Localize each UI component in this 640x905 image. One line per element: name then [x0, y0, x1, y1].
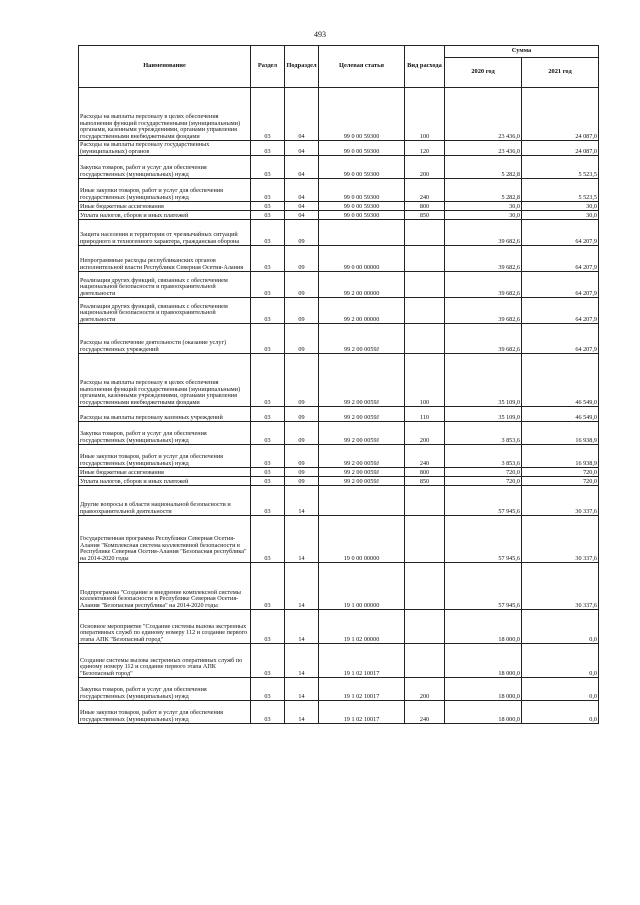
row-amount-2021: 720,0 — [522, 468, 599, 477]
table-row — [79, 486, 599, 516]
row-celevaya-statya: 19 1 02 10017 — [319, 678, 405, 701]
row-podrazdel: 14 — [285, 701, 319, 724]
row-vid-raskhoda: 200 — [405, 422, 445, 445]
row-amount-2020: 57 945,6 — [445, 486, 522, 516]
table-row — [79, 468, 599, 477]
table-row — [79, 272, 599, 298]
row-podrazdel: 04 — [285, 156, 319, 179]
table-row — [79, 407, 599, 422]
row-podrazdel: 14 — [285, 486, 319, 516]
row-amount-2021: 64 207,9 — [522, 220, 599, 246]
row-razdel: 03 — [251, 610, 285, 644]
table-row — [79, 179, 599, 202]
row-amount-2020: 30,0 — [445, 211, 522, 220]
row-name: Уплата налогов, сборов и иных платежей — [79, 211, 251, 220]
table-row — [79, 298, 599, 324]
row-amount-2021: 16 938,9 — [522, 445, 599, 468]
table-row — [79, 202, 599, 211]
row-celevaya-statya: 99 2 00 0059J — [319, 407, 405, 422]
row-celevaya-statya: 99 0 00 59300 — [319, 179, 405, 202]
row-amount-2020: 18 000,0 — [445, 610, 522, 644]
row-razdel: 03 — [251, 678, 285, 701]
row-amount-2021: 64 207,9 — [522, 272, 599, 298]
row-name: Основное мероприятие "Создание системы вызова экстренных оперативных служб по единому номеру 112 и создание первого этапа АПК "Безопасный город" — [79, 610, 251, 644]
row-podrazdel: 04 — [285, 141, 319, 156]
row-vid-raskhoda: 800 — [405, 468, 445, 477]
row-razdel: 03 — [251, 422, 285, 445]
row-amount-2021: 24 087,0 — [522, 88, 599, 141]
table-row — [79, 211, 599, 220]
table-row — [79, 644, 599, 678]
row-amount-2021: 46 549,0 — [522, 354, 599, 407]
row-razdel: 03 — [251, 141, 285, 156]
row-celevaya-statya: 99 0 00 59300 — [319, 211, 405, 220]
row-name: Закупка товаров, работ и услуг для обеспечения государственных (муниципальных) нужд — [79, 678, 251, 701]
row-vid-raskhoda: 850 — [405, 211, 445, 220]
row-razdel: 03 — [251, 486, 285, 516]
row-amount-2020: 23 436,0 — [445, 141, 522, 156]
row-amount-2021: 30 337,6 — [522, 486, 599, 516]
row-name: Защита населения и территории от чрезвычайных ситуаций природного и техногенного характера, гражданская оборона — [79, 220, 251, 246]
table-row — [79, 516, 599, 563]
row-vid-raskhoda — [405, 220, 445, 246]
row-podrazdel: 09 — [285, 354, 319, 407]
row-celevaya-statya: 99 2 00 0059J — [319, 477, 405, 486]
row-vid-raskhoda: 100 — [405, 88, 445, 141]
row-podrazdel: 04 — [285, 211, 319, 220]
row-vid-raskhoda: 200 — [405, 678, 445, 701]
row-vid-raskhoda — [405, 644, 445, 678]
row-name: Государственная программа Республики Северная Осетия-Алания "Комплексная система коллективной безопасности в Республике Северная Осетия-Алания "Безопасная республика" на 2014-2020 годы — [79, 516, 251, 563]
table-row — [79, 354, 599, 407]
table-body — [79, 88, 599, 724]
row-podrazdel: 04 — [285, 88, 319, 141]
row-vid-raskhoda — [405, 298, 445, 324]
row-razdel: 03 — [251, 202, 285, 211]
row-name: Расходы на обеспечение деятельности (оказание услуг) государственных учреждений — [79, 324, 251, 354]
row-razdel: 03 — [251, 563, 285, 610]
row-amount-2021: 0,0 — [522, 701, 599, 724]
row-razdel: 03 — [251, 701, 285, 724]
header-vid: Вид расхода — [405, 46, 445, 88]
row-name: Иные закупки товаров, работ и услуг для обеспечения государственных (муниципальных) нужд — [79, 701, 251, 724]
row-razdel: 03 — [251, 246, 285, 272]
row-amount-2021: 0,0 — [522, 610, 599, 644]
header-year-2020: 2020 год — [445, 58, 522, 88]
row-amount-2020: 5 282,8 — [445, 179, 522, 202]
row-celevaya-statya: 19 0 00 00000 — [319, 516, 405, 563]
table-row — [79, 246, 599, 272]
row-amount-2021: 0,0 — [522, 678, 599, 701]
row-name: Закупка товаров, работ и услуг для обеспечения государственных (муниципальных) нужд — [79, 156, 251, 179]
row-razdel: 03 — [251, 211, 285, 220]
row-amount-2020: 57 945,6 — [445, 563, 522, 610]
row-podrazdel: 09 — [285, 272, 319, 298]
row-amount-2021: 64 207,9 — [522, 324, 599, 354]
header-razdel: Раздел — [251, 46, 285, 88]
row-podrazdel: 09 — [285, 445, 319, 468]
row-amount-2020: 35 109,0 — [445, 407, 522, 422]
row-amount-2020: 39 682,6 — [445, 220, 522, 246]
row-amount-2021: 30 337,6 — [522, 516, 599, 563]
row-name: Реализация других функций, связанных с обеспечением национальной безопасности и правоохранительной деятельности — [79, 298, 251, 324]
row-celevaya-statya: 99 2 00 0059J — [319, 468, 405, 477]
row-celevaya-statya: 19 1 02 10017 — [319, 644, 405, 678]
row-name: Другие вопросы в области национальной безопасности и правоохранительной деятельности — [79, 486, 251, 516]
row-razdel: 03 — [251, 407, 285, 422]
table-row — [79, 563, 599, 610]
row-amount-2021: 16 938,9 — [522, 422, 599, 445]
row-podrazdel: 04 — [285, 179, 319, 202]
row-celevaya-statya: 99 0 00 59300 — [319, 141, 405, 156]
row-amount-2021: 5 523,5 — [522, 156, 599, 179]
row-name: Расходы на выплаты персоналу в целях обеспечения выполнения функций государственными (муниципальными) органами, казенными учреждениями, органами управления государственными внебюджетными фондами — [79, 354, 251, 407]
table-row — [79, 445, 599, 468]
row-name: Непрограммные расходы республиканских органов исполнительной власти Республики Северная Осетия-Алания — [79, 246, 251, 272]
row-podrazdel: 14 — [285, 563, 319, 610]
row-razdel: 03 — [251, 644, 285, 678]
row-vid-raskhoda: 240 — [405, 445, 445, 468]
row-celevaya-statya: 19 1 02 00000 — [319, 610, 405, 644]
row-celevaya-statya: 99 2 00 0059J — [319, 422, 405, 445]
row-podrazdel: 09 — [285, 220, 319, 246]
row-amount-2020: 3 853,6 — [445, 422, 522, 445]
row-podrazdel: 14 — [285, 516, 319, 563]
row-amount-2020: 23 436,0 — [445, 88, 522, 141]
row-amount-2021: 24 087,0 — [522, 141, 599, 156]
row-razdel: 03 — [251, 156, 285, 179]
row-name: Расходы на выплаты персоналу государственных (муниципальных) органов — [79, 141, 251, 156]
row-vid-raskhoda: 800 — [405, 202, 445, 211]
row-celevaya-statya: 19 1 00 00000 — [319, 563, 405, 610]
row-razdel: 03 — [251, 468, 285, 477]
row-name: Закупка товаров, работ и услуг для обеспечения государственных (муниципальных) нужд — [79, 422, 251, 445]
row-amount-2021: 30 337,6 — [522, 563, 599, 610]
row-name: Иные бюджетные ассигнования — [79, 468, 251, 477]
row-vid-raskhoda — [405, 610, 445, 644]
row-amount-2021: 46 549,0 — [522, 407, 599, 422]
row-celevaya-statya: 99 0 00 59300 — [319, 88, 405, 141]
row-amount-2020: 3 853,6 — [445, 445, 522, 468]
header-year-2021: 2021 год — [522, 58, 599, 88]
row-name: Подпрограмма "Создание и внедрение комплексной системы коллективной безопасности в Республике Северная Осетия-Алания "Безопасная республика" на 2014-2020 годы — [79, 563, 251, 610]
row-podrazdel: 14 — [285, 644, 319, 678]
row-amount-2021: 30,0 — [522, 211, 599, 220]
row-razdel: 03 — [251, 324, 285, 354]
row-razdel: 03 — [251, 272, 285, 298]
row-amount-2021: 64 207,9 — [522, 298, 599, 324]
row-celevaya-statya: 99 0 00 59300 — [319, 156, 405, 179]
row-amount-2020: 720,0 — [445, 468, 522, 477]
row-amount-2020: 18 000,0 — [445, 678, 522, 701]
row-celevaya-statya — [319, 220, 405, 246]
row-amount-2020: 35 109,0 — [445, 354, 522, 407]
header-podrazdel: Подраздел — [285, 46, 319, 88]
row-podrazdel: 04 — [285, 202, 319, 211]
row-celevaya-statya: 19 1 02 10017 — [319, 701, 405, 724]
table-row — [79, 477, 599, 486]
header-summa: Сумма — [445, 46, 599, 58]
row-vid-raskhoda: 240 — [405, 179, 445, 202]
row-vid-raskhoda — [405, 246, 445, 272]
row-name: Расходы на выплаты персоналу в целях обеспечения выполнения функций государственными (муниципальными) органами, казенными учреждениями, органами управления государственными внебюджетными фондами — [79, 88, 251, 141]
table-row — [79, 141, 599, 156]
row-celevaya-statya: 99 0 00 59300 — [319, 202, 405, 211]
row-vid-raskhoda: 240 — [405, 701, 445, 724]
row-celevaya-statya: 99 2 00 00000 — [319, 298, 405, 324]
row-vid-raskhoda: 850 — [405, 477, 445, 486]
row-podrazdel: 09 — [285, 298, 319, 324]
row-amount-2021: 720,0 — [522, 477, 599, 486]
row-amount-2020: 39 682,6 — [445, 272, 522, 298]
row-celevaya-statya: 99 2 00 0059J — [319, 324, 405, 354]
row-razdel: 03 — [251, 88, 285, 141]
row-podrazdel: 09 — [285, 477, 319, 486]
row-razdel: 03 — [251, 179, 285, 202]
row-amount-2020: 18 000,0 — [445, 644, 522, 678]
row-amount-2021: 64 207,9 — [522, 246, 599, 272]
row-amount-2020: 57 945,6 — [445, 516, 522, 563]
row-razdel: 03 — [251, 445, 285, 468]
row-amount-2020: 720,0 — [445, 477, 522, 486]
header-name: Наименование — [79, 46, 251, 88]
table-row — [79, 324, 599, 354]
row-podrazdel: 09 — [285, 324, 319, 354]
row-razdel: 03 — [251, 298, 285, 324]
row-celevaya-statya — [319, 486, 405, 516]
table-row — [79, 156, 599, 179]
row-amount-2020: 30,0 — [445, 202, 522, 211]
row-amount-2020: 39 682,6 — [445, 246, 522, 272]
row-name: Создание системы вызова экстренных оперативных служб по единому номеру 112 и создание первого этапа АПК "Безопасный город" — [79, 644, 251, 678]
row-celevaya-statya: 99 2 00 0059J — [319, 445, 405, 468]
row-podrazdel: 09 — [285, 407, 319, 422]
row-razdel: 03 — [251, 354, 285, 407]
row-name: Иные закупки товаров, работ и услуг для обеспечения государственных (муниципальных) нужд — [79, 179, 251, 202]
row-podrazdel: 09 — [285, 246, 319, 272]
table-row — [79, 220, 599, 246]
row-amount-2020: 18 000,0 — [445, 701, 522, 724]
row-amount-2020: 39 682,6 — [445, 298, 522, 324]
table-row — [79, 701, 599, 724]
page-number: 493 — [314, 30, 326, 39]
row-razdel: 03 — [251, 220, 285, 246]
row-vid-raskhoda: 100 — [405, 354, 445, 407]
row-vid-raskhoda — [405, 272, 445, 298]
row-podrazdel: 14 — [285, 678, 319, 701]
row-vid-raskhoda: 200 — [405, 156, 445, 179]
row-podrazdel: 14 — [285, 610, 319, 644]
row-celevaya-statya: 99 2 00 00000 — [319, 272, 405, 298]
row-vid-raskhoda: 110 — [405, 407, 445, 422]
row-name: Уплата налогов, сборов и иных платежей — [79, 477, 251, 486]
row-vid-raskhoda — [405, 516, 445, 563]
row-amount-2021: 0,0 — [522, 644, 599, 678]
row-celevaya-statya: 99 0 00 00000 — [319, 246, 405, 272]
row-amount-2020: 39 682,6 — [445, 324, 522, 354]
row-name: Расходы на выплаты персоналу казенных учреждений — [79, 407, 251, 422]
row-razdel: 03 — [251, 516, 285, 563]
row-podrazdel: 09 — [285, 422, 319, 445]
table-row — [79, 422, 599, 445]
table-row — [79, 610, 599, 644]
row-amount-2021: 5 523,5 — [522, 179, 599, 202]
row-vid-raskhoda — [405, 486, 445, 516]
row-celevaya-statya: 99 2 00 0059J — [319, 354, 405, 407]
header-celevaya: Целевая статья — [319, 46, 405, 88]
row-vid-raskhoda: 120 — [405, 141, 445, 156]
row-vid-raskhoda — [405, 563, 445, 610]
row-vid-raskhoda — [405, 324, 445, 354]
row-amount-2020: 5 282,8 — [445, 156, 522, 179]
table-row — [79, 88, 599, 141]
row-name: Реализация других функций, связанных с обеспечением национальной безопасности и правоохранительной деятельности — [79, 272, 251, 298]
row-amount-2021: 30,0 — [522, 202, 599, 211]
row-name: Иные бюджетные ассигнования — [79, 202, 251, 211]
row-podrazdel: 09 — [285, 468, 319, 477]
row-razdel: 03 — [251, 477, 285, 486]
table-row — [79, 678, 599, 701]
budget-table — [78, 45, 599, 724]
row-name: Иные закупки товаров, работ и услуг для обеспечения государственных (муниципальных) нужд — [79, 445, 251, 468]
